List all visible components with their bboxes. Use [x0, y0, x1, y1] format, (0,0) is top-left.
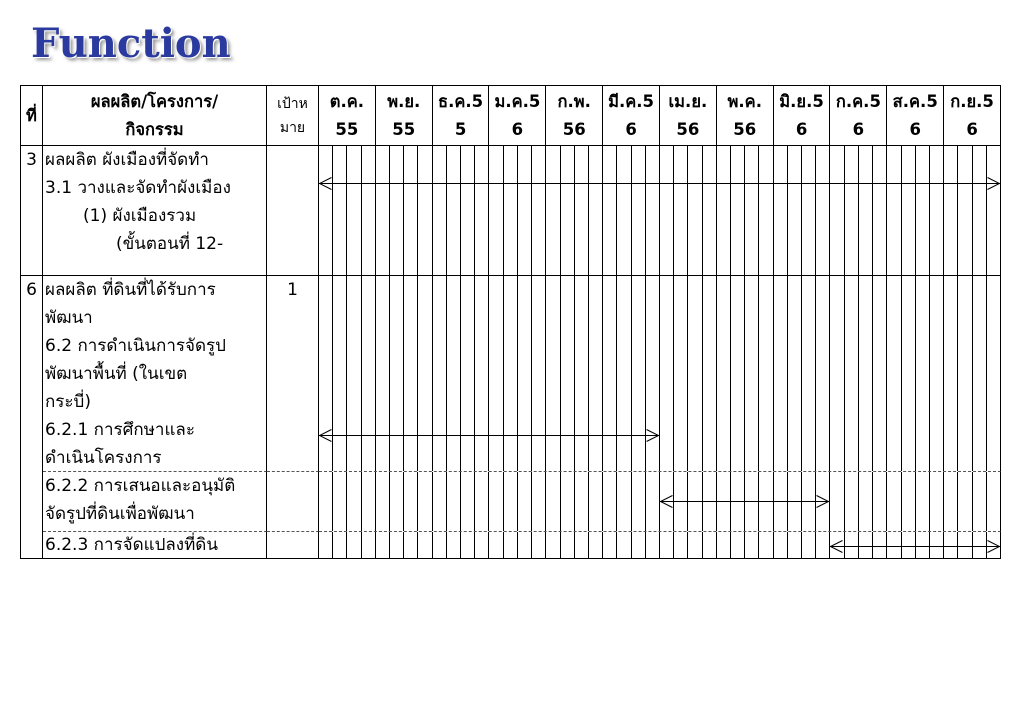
week-gridline [417, 472, 418, 531]
week-gridline [517, 472, 518, 531]
week-gridline [972, 146, 973, 275]
arrow-left-icon [660, 495, 673, 508]
week-gridline [488, 146, 489, 275]
item-line: (ขั้นตอนที่ 12- [116, 234, 224, 254]
schedule-arrow-6-2-2 [660, 495, 829, 508]
header-month-nov: พ.ย. 55 [376, 86, 433, 146]
week-gridline [517, 146, 518, 275]
arrow-shaft [830, 546, 999, 547]
week-gridline [872, 472, 873, 531]
row-item [43, 276, 267, 472]
week-gridline [474, 532, 475, 558]
arrow-right-icon [987, 177, 1000, 190]
week-gridline [631, 532, 632, 558]
week-gridline [332, 532, 333, 558]
week-gridline [375, 532, 376, 558]
header-month-sep: ก.ย.5 6 [944, 86, 1001, 146]
week-gridline [801, 532, 802, 558]
week-gridline [901, 146, 902, 275]
week-gridline [389, 532, 390, 558]
week-gridline [773, 532, 774, 558]
arrow-left-icon [319, 177, 332, 190]
week-gridline [645, 146, 646, 275]
week-gridline [943, 146, 944, 275]
week-gridline [702, 146, 703, 275]
week-gridline [744, 146, 745, 275]
schedule-cell [319, 472, 1001, 532]
week-gridline [446, 472, 447, 531]
week-gridline [545, 472, 546, 531]
week-gridline [730, 532, 731, 558]
week-gridline [616, 472, 617, 531]
week-gridline [503, 532, 504, 558]
week-gridline [602, 532, 603, 558]
week-gridline [645, 472, 646, 531]
week-gridline [531, 472, 532, 531]
header-month-jul: ก.ค.5 6 [830, 86, 887, 146]
week-gridline [361, 146, 362, 275]
header-month-mar: มี.ค.5 6 [603, 86, 660, 146]
week-gridline [801, 276, 802, 471]
week-gridline [872, 276, 873, 471]
header-target: เป้าห มาย [267, 86, 319, 146]
week-gridline [588, 472, 589, 531]
arrow-right-icon [987, 540, 1000, 553]
week-gridline [673, 146, 674, 275]
week-gridline [417, 146, 418, 275]
week-gridline [957, 472, 958, 531]
week-gridline [673, 276, 674, 471]
schedule-arrow-3-1 [319, 177, 1000, 190]
item-line: (1) ผังเมืองรวม [83, 206, 197, 226]
week-gridline [574, 532, 575, 558]
week-gridline [687, 146, 688, 275]
week-gridline [361, 532, 362, 558]
row-item [43, 472, 267, 532]
week-gridline [815, 146, 816, 275]
week-gridline [673, 532, 674, 558]
week-gridline [730, 276, 731, 471]
week-gridline [915, 146, 916, 275]
week-gridline [517, 532, 518, 558]
week-gridline [488, 532, 489, 558]
week-gridline [432, 146, 433, 275]
week-gridline [716, 532, 717, 558]
item-line: ดำเนินโครงการ [45, 448, 162, 468]
header-month-dec: ธ.ค.5 5 [433, 86, 490, 146]
week-gridline [602, 146, 603, 275]
week-gridline [389, 146, 390, 275]
week-gridline [545, 532, 546, 558]
week-gridline [631, 472, 632, 531]
item-line: ผลผลิต ผังเมืองที่จัดทำ [45, 150, 209, 170]
week-gridline [460, 532, 461, 558]
week-gridline [716, 276, 717, 471]
week-gridline [986, 146, 987, 275]
schedule-cell [319, 276, 1001, 472]
week-gridline [829, 276, 830, 471]
week-gridline [758, 276, 759, 471]
week-gridline [815, 532, 816, 558]
week-gridline [915, 472, 916, 531]
week-gridline [531, 146, 532, 275]
arrow-right-icon [816, 495, 829, 508]
target-cell: 1 [267, 276, 319, 472]
week-gridline [346, 146, 347, 275]
header-month-jun: มิ.ย.5 6 [774, 86, 831, 146]
schedule-arrow-6-2-3 [830, 540, 999, 553]
row-item [43, 146, 267, 276]
week-gridline [886, 146, 887, 275]
header-no: ที่ [21, 86, 43, 146]
arrow-left-icon [319, 429, 332, 442]
week-gridline [659, 146, 660, 275]
week-gridline [375, 472, 376, 531]
week-gridline [361, 472, 362, 531]
week-gridline [503, 472, 504, 531]
header-month-jan: ม.ค.5 6 [489, 86, 546, 146]
header-item: ผลผลิต/โครงการ/ กิจกรรม [43, 86, 267, 146]
week-gridline [773, 146, 774, 275]
week-gridline [758, 532, 759, 558]
week-gridline [844, 146, 845, 275]
week-gridline [659, 276, 660, 471]
week-gridline [929, 472, 930, 531]
header-month-feb: ก.พ. 56 [546, 86, 603, 146]
week-gridline [588, 146, 589, 275]
item-line: ผลผลิต ที่ดินที่ได้รับการ [45, 280, 216, 300]
week-gridline [375, 146, 376, 275]
schedule-cell [319, 146, 1001, 276]
week-gridline [787, 146, 788, 275]
week-gridline [616, 532, 617, 558]
week-gridline [787, 532, 788, 558]
schedule-table [20, 85, 1001, 559]
item-line: 6.2.3 การจัดแปลงที่ดิน [45, 535, 218, 555]
week-gridline [858, 146, 859, 275]
week-gridline [744, 276, 745, 471]
week-gridline [588, 532, 589, 558]
week-gridline [574, 472, 575, 531]
target-cell [267, 532, 319, 559]
slide-title: Function [31, 20, 231, 67]
week-gridline [943, 276, 944, 471]
week-gridline [858, 276, 859, 471]
week-gridline [829, 146, 830, 275]
week-gridline [744, 532, 745, 558]
week-gridline [957, 276, 958, 471]
week-gridline [929, 146, 930, 275]
week-gridline [432, 472, 433, 531]
week-gridline [474, 472, 475, 531]
week-gridline [702, 276, 703, 471]
week-gridline [503, 146, 504, 275]
week-gridline [389, 472, 390, 531]
arrow-left-icon [830, 540, 843, 553]
week-gridline [659, 532, 660, 558]
arrow-right-icon [646, 429, 659, 442]
week-gridline [560, 146, 561, 275]
week-gridline [432, 532, 433, 558]
week-gridline [460, 472, 461, 531]
week-gridline [531, 532, 532, 558]
week-gridline [716, 146, 717, 275]
week-gridline [986, 472, 987, 531]
week-gridline [943, 472, 944, 531]
week-gridline [474, 146, 475, 275]
week-gridline [844, 472, 845, 531]
item-line: กระบี่) [45, 392, 91, 412]
week-gridline [545, 146, 546, 275]
header-month-may: พ.ค. 56 [717, 86, 774, 146]
week-gridline [730, 146, 731, 275]
week-gridline [403, 532, 404, 558]
schedule-arrow-6-2-1 [319, 429, 659, 442]
arrow-shaft [660, 501, 829, 502]
week-gridline [645, 532, 646, 558]
week-gridline [631, 146, 632, 275]
header-month-oct: ต.ค. 55 [319, 86, 376, 146]
week-gridline [560, 532, 561, 558]
week-gridline [886, 472, 887, 531]
week-gridline [403, 472, 404, 531]
arrow-shaft [319, 435, 659, 436]
schedule-cell [319, 532, 1001, 559]
week-gridline [915, 276, 916, 471]
header-month-apr: เม.ย. 56 [660, 86, 717, 146]
week-gridline [346, 472, 347, 531]
target-cell [267, 146, 319, 276]
week-gridline [446, 146, 447, 275]
week-gridline [687, 532, 688, 558]
arrow-shaft [319, 183, 1000, 184]
item-line: 6.2.2 การเสนอและอนุมัติ [45, 476, 236, 496]
week-gridline [332, 146, 333, 275]
week-gridline [929, 276, 930, 471]
item-line: พัฒนา [45, 308, 93, 328]
week-gridline [872, 146, 873, 275]
week-gridline [986, 276, 987, 471]
week-gridline [602, 472, 603, 531]
week-gridline [574, 146, 575, 275]
row-item [43, 532, 267, 559]
target-cell [267, 472, 319, 532]
week-gridline [332, 472, 333, 531]
week-gridline [488, 472, 489, 531]
week-gridline [417, 532, 418, 558]
week-gridline [901, 472, 902, 531]
header-month-aug: ส.ค.5 6 [887, 86, 944, 146]
row-no: 3 [21, 146, 43, 276]
week-gridline [773, 276, 774, 471]
week-gridline [972, 472, 973, 531]
week-gridline [460, 146, 461, 275]
week-gridline [346, 532, 347, 558]
week-gridline [815, 276, 816, 471]
week-gridline [801, 146, 802, 275]
row-no: 6 [21, 276, 43, 559]
week-gridline [403, 146, 404, 275]
week-gridline [446, 532, 447, 558]
week-gridline [901, 276, 902, 471]
item-line: จัดรูปที่ดินเพื่อพัฒนา [45, 504, 195, 524]
week-gridline [972, 276, 973, 471]
item-line: 3.1 วางและจัดทำผังเมือง [45, 178, 231, 198]
week-gridline [886, 276, 887, 471]
item-line: 6.2.1 การศึกษาและ [45, 420, 195, 440]
week-gridline [957, 146, 958, 275]
item-line: 6.2 การดำเนินการจัดรูป [45, 336, 226, 356]
week-gridline [858, 472, 859, 531]
week-gridline [844, 276, 845, 471]
week-gridline [787, 276, 788, 471]
item-line: พัฒนาพื้นที่ (ในเขต [45, 364, 188, 384]
week-gridline [560, 472, 561, 531]
week-gridline [687, 276, 688, 471]
week-gridline [758, 146, 759, 275]
week-gridline [702, 532, 703, 558]
week-gridline [616, 146, 617, 275]
